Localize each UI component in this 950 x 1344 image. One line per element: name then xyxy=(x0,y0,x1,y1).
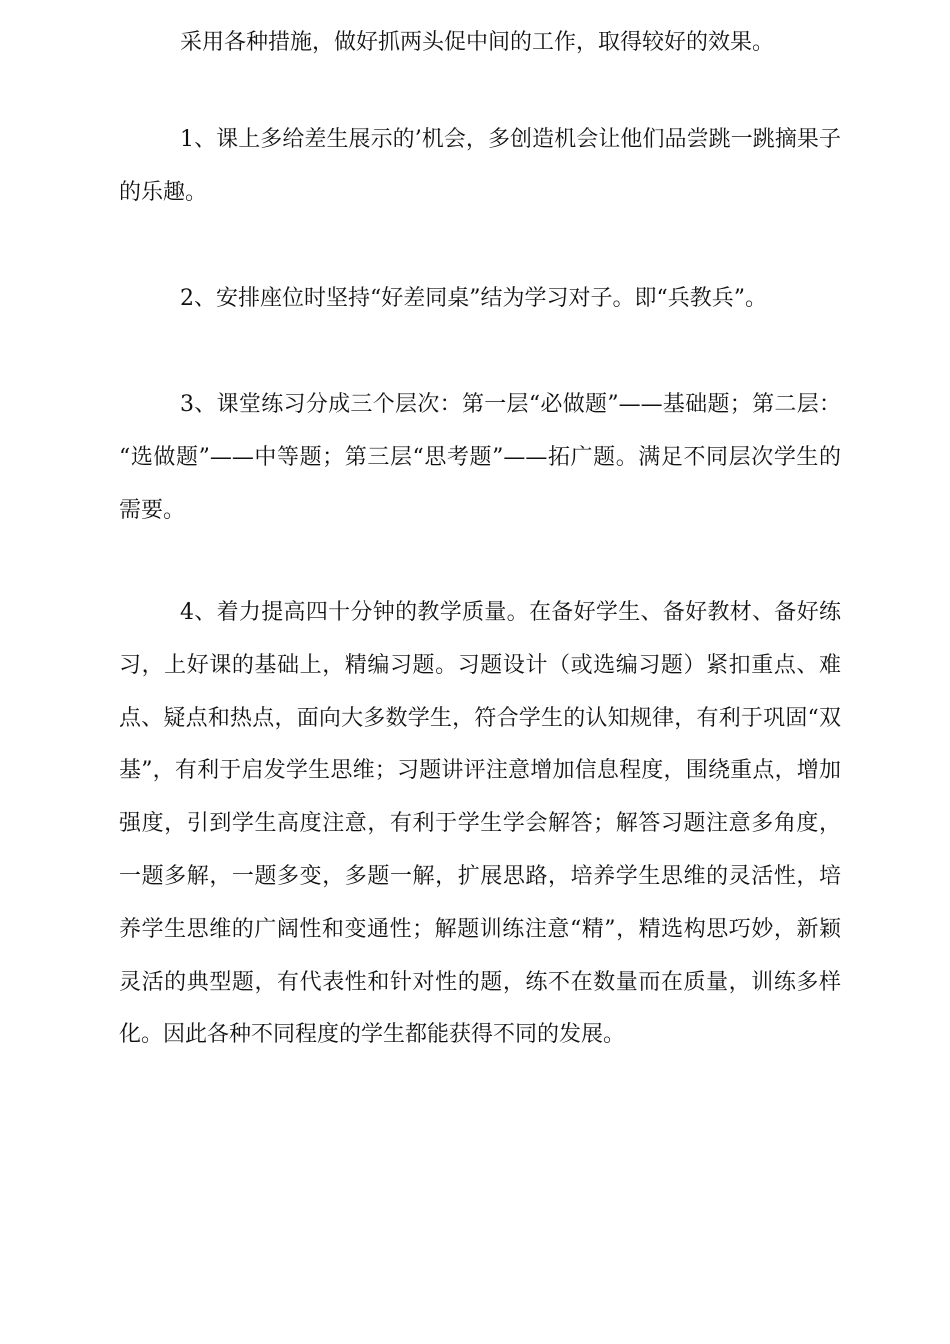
paragraph-item-1: 1、课上多给差生展示的’机会，多创造机会让他们品尝跳一跳摘果子的乐趣。 xyxy=(119,127,841,205)
paragraph-intro: 采用各种措施，做好抓两头促中间的工作，取得较好的效果。 xyxy=(180,30,775,55)
paragraph-item-4: 4、着力提高四十分钟的教学质量。在备好学生、备好教材、备好练习，上好课的基础上，精编习题。习题设计（或选编习题）紧扣重点、难点、疑点和热点，面向大多数学生，符合学生的认知规律，有利于巩固“双基”，有利于启发学生思维；习题讲评注意增加信息程度，围绕重点，增加强度，引到学生高度注意，有利于学生学会解答；解答习题注意多角度，一题多解，一题多变，多题一解，扩展思路，培养学生思维的灵活性，培养学生思维的广阔性和变通性；解题训练注意“精”，精选构思巧妙，新颖灵活的典型题，有代表性和针对性的题，练不在数量而在质量，训练多样化。因此各种不同程度的学生都能获得不同的发展。 xyxy=(119,600,841,1048)
paragraph-item-3: 3、课堂练习分成三个层次：第一层“必做题”——基础题；第二层：“选做题”——中等题；第三层“思考题”——拓广题。满足不同层次学生的需要。 xyxy=(119,392,841,523)
paragraph-item-2: 2、安排座位时坚持“好差同桌”结为学习对子。即“兵教兵”。 xyxy=(180,286,767,311)
